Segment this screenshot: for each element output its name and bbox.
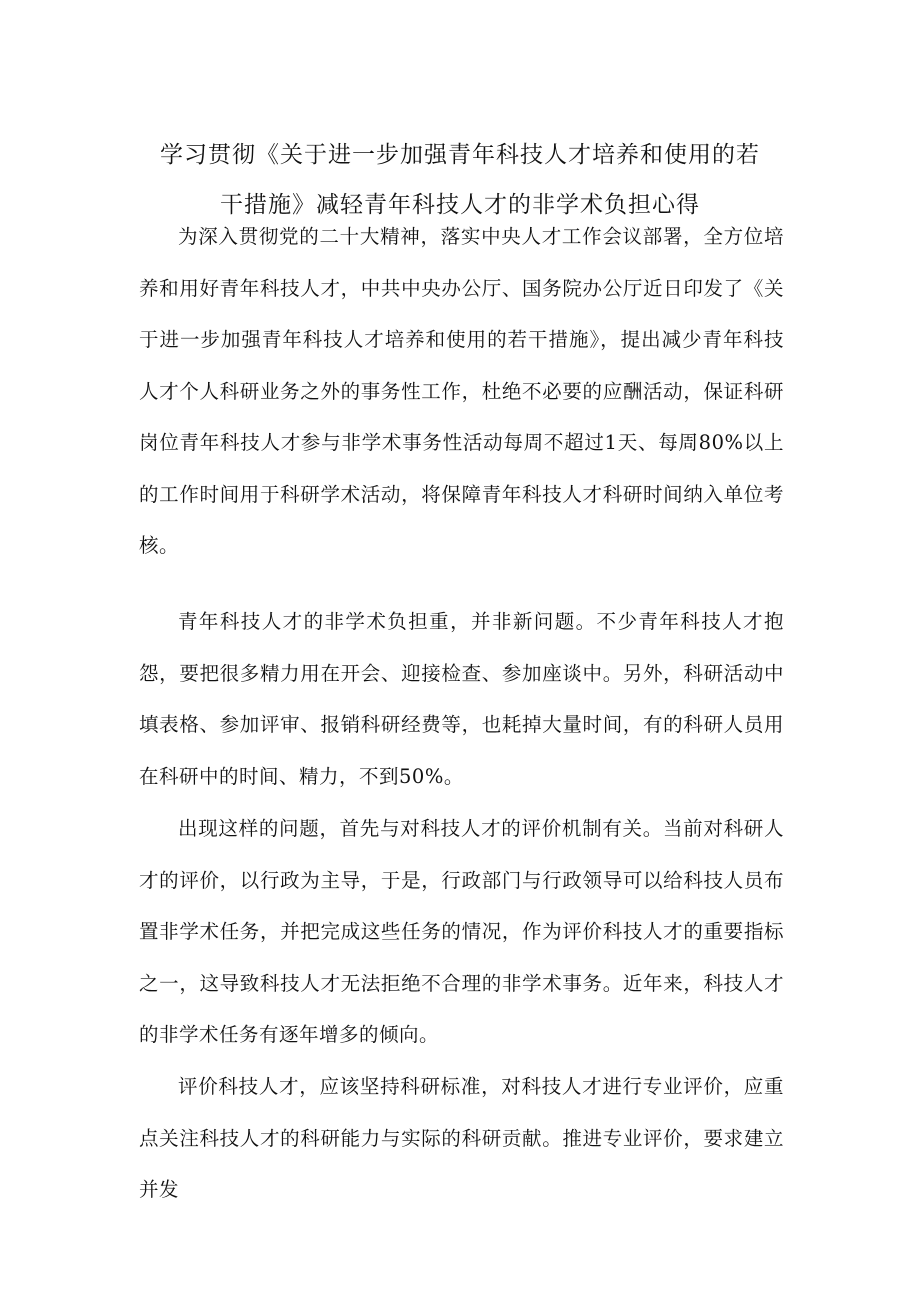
- paragraph-1: 为深入贯彻党的二十大精神，落实中央人才工作会议部署，全方位培养和用好青年科技人才，中共中央办公厅、国务院办公厅近日印发了《关于进一步加强青年科技人才培养和使用的若干措施》，提出减少青年科技人才个人科研业务之外的事务性工作，杜绝不必要的应酬活动，保证科研岗位青年科技人才参与非学术事务性活动每周不超过1天、每周80%以上的工作时间用于科研学术活动，将保障青年科技人才科研时间纳入单位考核。: [139, 225, 784, 557]
- paragraph-2: 青年科技人才的非学术负担重，并非新问题。不少青年科技人才抱怨，要把很多精力用在开会、迎接检查、参加座谈中。另外，科研活动中填表格、参加评审、报销科研经费等，也耗掉大量时间，有的科研人员用在科研中的时间、精力，不到50%。: [139, 610, 784, 788]
- paragraph-4: 评价科技人才，应该坚持科研标准，对科技人才进行专业评价，应重点关注科技人才的科研能力与实际的科研贡献。推进专业评价，要求建立并发: [139, 1075, 784, 1201]
- title-line-2: 干措施》减轻青年科技人才的非学术负担心得: [220, 192, 700, 218]
- paragraph-3: 出现这样的问题，首先与对科技人才的评价机制有关。当前对科研人才的评价，以行政为主导，于是，行政部门与行政领导可以给科技人员布置非学术任务，并把完成这些任务的情况，作为评价科技人才的重要指标之一，这导致科技人才无法拒绝不合理的非学术事务。近年来，科技人才的非学术任务有逐年增多的倾向。: [139, 817, 784, 1046]
- title-line-1: 学习贯彻《关于进一步加强青年科技人才培养和使用的若: [160, 142, 760, 168]
